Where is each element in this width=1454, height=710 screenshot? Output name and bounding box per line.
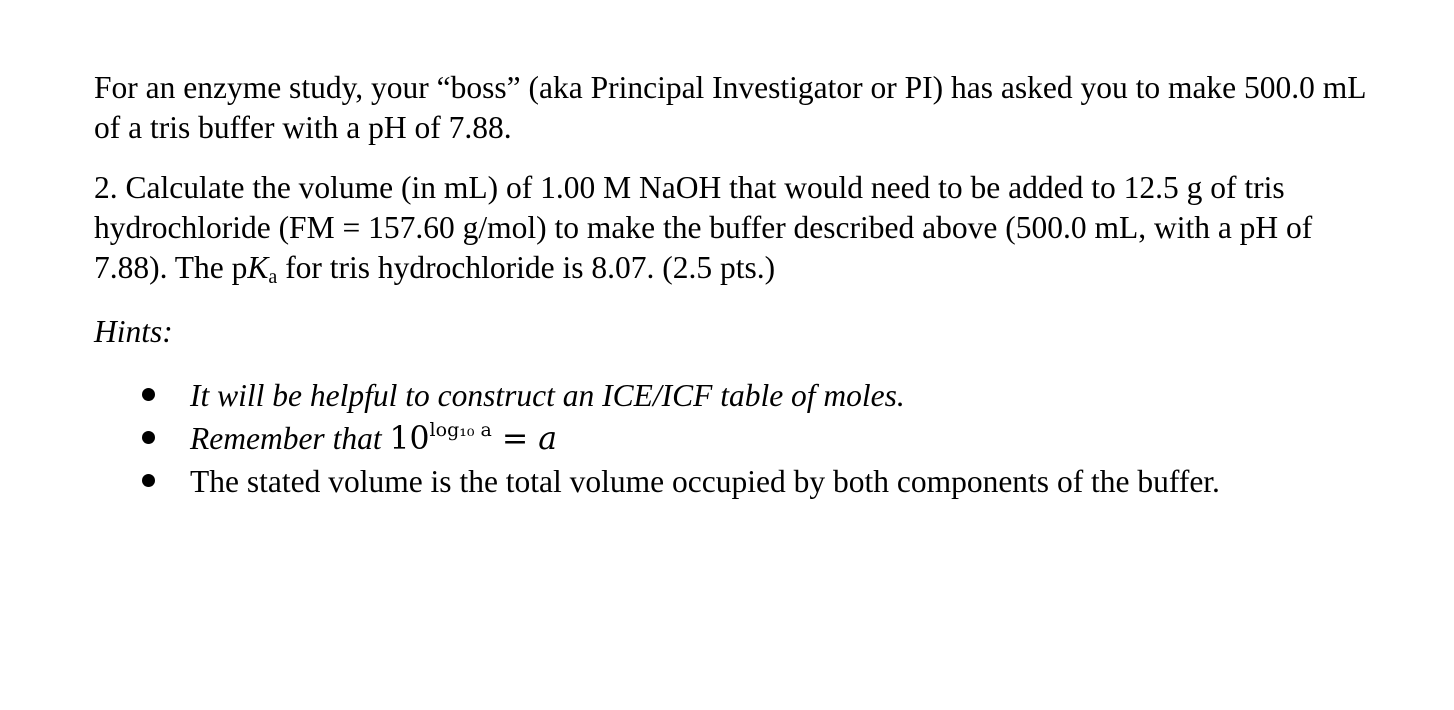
math-base: 10	[389, 421, 430, 457]
bullet-icon	[142, 388, 155, 401]
hint-3-text: The stated volume is the total volume occupied by both components of the buffer.	[190, 464, 1220, 499]
question-paragraph	[94, 168, 1374, 292]
pka-subscript: a	[268, 266, 278, 288]
list-item	[94, 460, 1374, 503]
hints-label: Hints:	[94, 314, 173, 349]
math-exponent: log₁₀ a	[429, 419, 492, 441]
list-item	[94, 417, 1374, 460]
question-text: 2. Calculate the volume (in mL) of 1.00 M NaOH that would need to be added to 12.5 g of tris hydrochloride (FM = 157.60 g/mol) to make the buffer described above (500.0 mL, with a pH of 7.88). The p	[94, 170, 1313, 285]
hint-1-text: It will be helpful to construct an ICE/ICF table of moles.	[190, 378, 905, 413]
bullet-icon	[142, 474, 155, 487]
hints-list	[94, 374, 1374, 503]
bullet-icon	[142, 431, 155, 444]
pka-k-symbol: K	[247, 250, 269, 285]
document-body	[94, 68, 1374, 503]
math-equals: =	[491, 421, 539, 457]
math-result: a	[538, 421, 558, 457]
intro-paragraph: For an enzyme study, your “boss” (aka Principal Investigator or PI) has asked you to make 500.0 mL of a tris buffer with a pH of 7.88.	[94, 70, 1366, 145]
list-item	[94, 374, 1374, 417]
question-text-end: for tris hydrochloride is 8.07. (2.5 pts.)	[277, 250, 776, 285]
hint-2-prefix: Remember that	[190, 421, 390, 456]
